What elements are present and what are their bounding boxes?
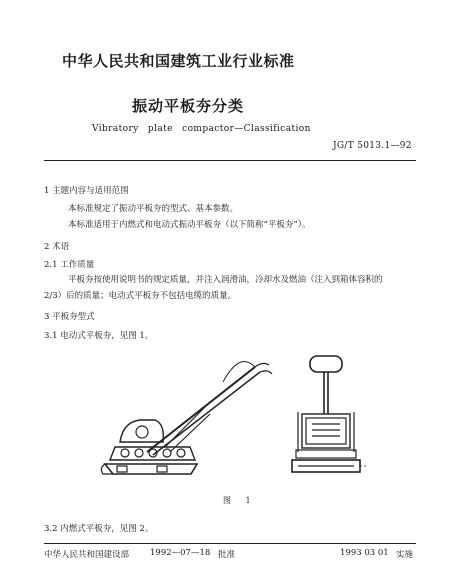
document-title-chinese: 振动平板夯分类 xyxy=(132,97,245,115)
implement-date: 1993 03 01 xyxy=(340,548,389,558)
section-1-para-1: 本标准规定了振动平板夯的型式、基本参数。 xyxy=(68,204,239,214)
document-title-english: Vibratory plate compactor—Classification xyxy=(92,124,311,134)
approve-label: 批准 xyxy=(218,550,236,560)
header-divider xyxy=(44,160,416,161)
section-2-1-para-line-1: 平板夯按使用说明书的规定质量，并注入润滑油，冷却水及燃油（注入到箱体容积的 xyxy=(68,275,383,285)
section-1-para-2: 本标准适用于内燃式和电动式振动平板夯（以下简称“平板夯”）。 xyxy=(68,220,311,230)
section-1-heading: 1 主题内容与适用范围 xyxy=(44,186,129,196)
figure-1-caption: 图 1 xyxy=(223,496,257,505)
section-2-heading: 2 术语 xyxy=(44,242,70,252)
footer-divider xyxy=(44,543,416,544)
standard-category-header: 中华人民共和国建筑工业行业标准 xyxy=(62,52,295,70)
figure-1-front-view xyxy=(290,352,370,487)
implement-label: 实施 xyxy=(396,550,414,560)
section-2-1-heading: 2.1 工作质量 xyxy=(44,260,95,270)
issuer-name: 中华人民共和国建设部 xyxy=(44,550,130,560)
section-2-1-para-line-2: 2/3）后的质量；电动式平板夯不包括电缆的质量。 xyxy=(44,291,237,301)
approve-date: 1992—07—18 xyxy=(150,548,211,558)
section-3-1-text: 3.1 电动式平板夯，见图 1。 xyxy=(44,331,154,341)
figure-1-side-view xyxy=(95,352,275,487)
standard-code: JG/T 5013.1—92 xyxy=(333,141,412,151)
section-3-2-text: 3.2 内燃式平板夯，见图 2。 xyxy=(44,524,154,534)
section-3-heading: 3 平板夯型式 xyxy=(44,312,95,322)
